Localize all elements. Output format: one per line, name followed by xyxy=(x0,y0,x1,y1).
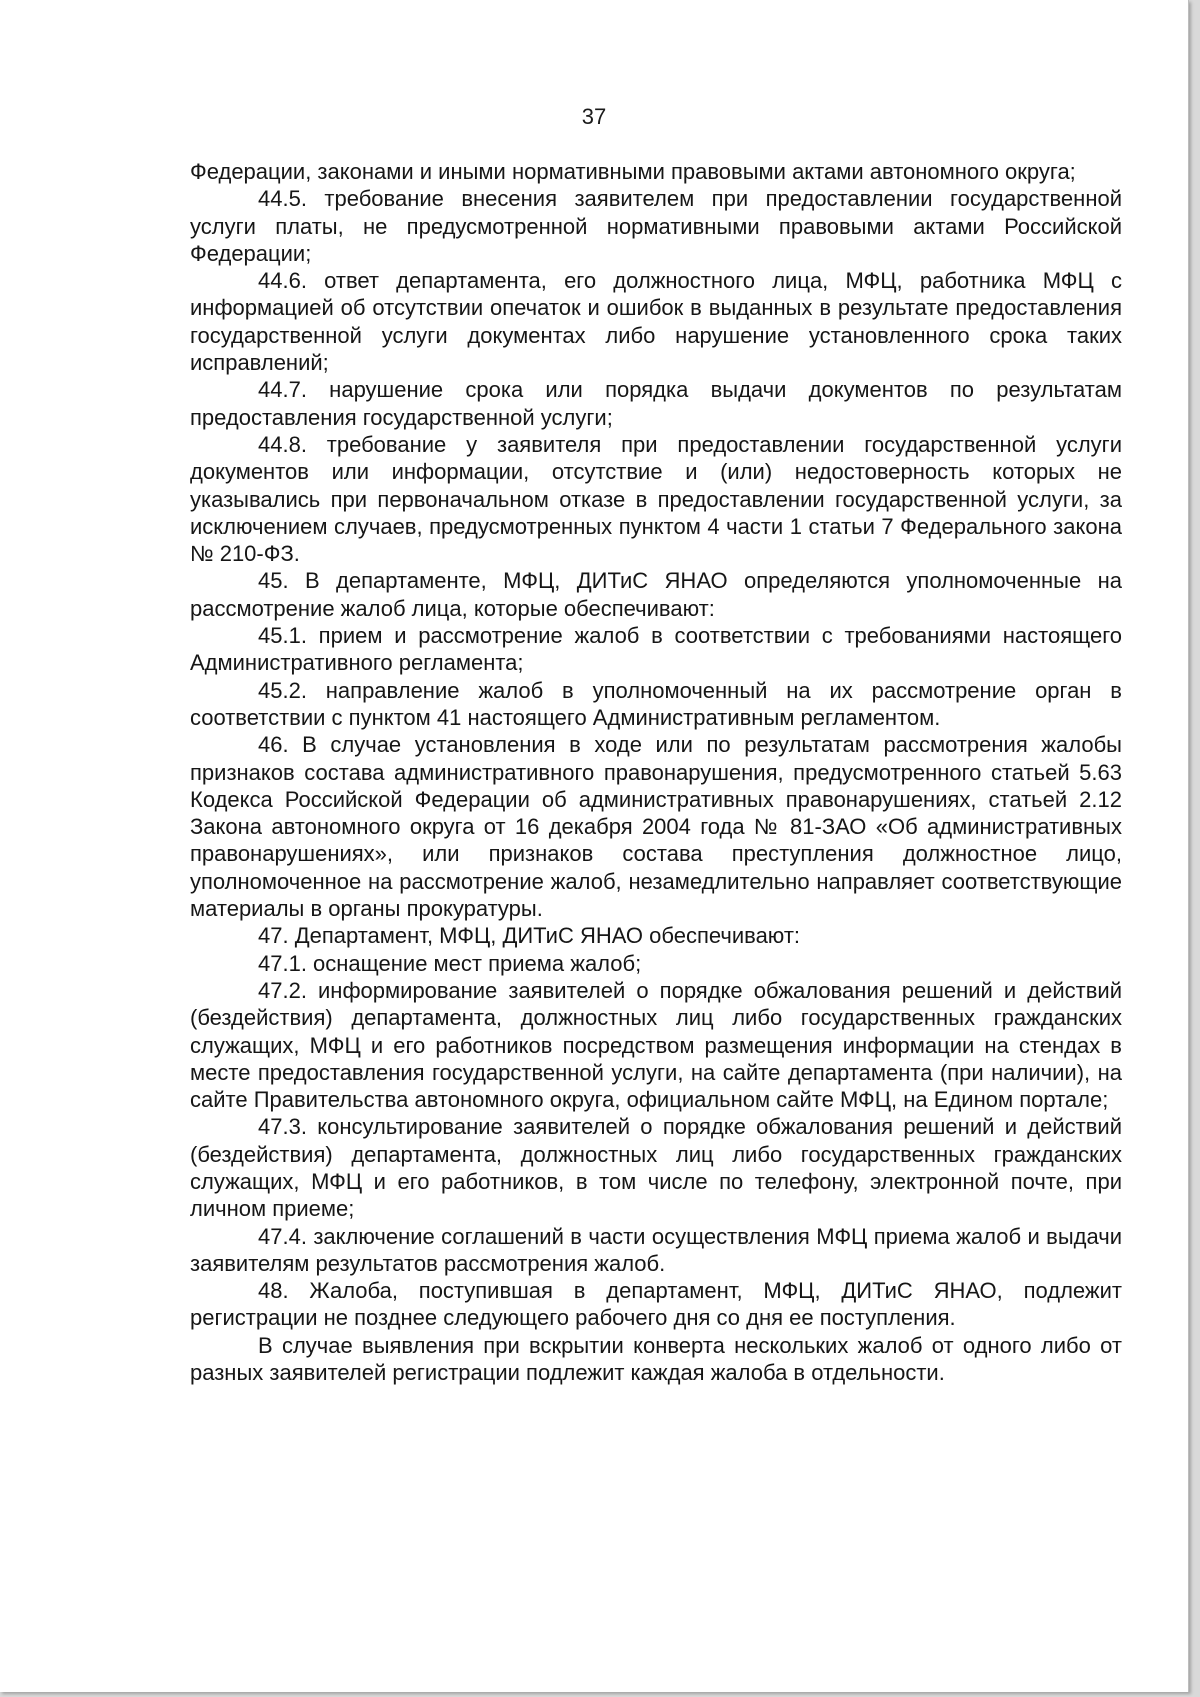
paragraph-44-5: 44.5. требование внесения заявителем при предоставлении государственной услуги платы, не предусмотренной нормативными правовыми актами Российской Федерации; xyxy=(190,186,1122,266)
paragraph-44-8: 44.8. требование у заявителя при предоставлении государственной услуги документов или информации, отсутствие и (или) недостоверность которых не указывались при первоначальном отказе в предоставлении государственной услуги, за исключением случаев, предусмотренных пунктом 4 части 1 статьи 7 Федерального закона № 210-ФЗ. xyxy=(190,431,1122,567)
paragraph-45-1: 45.1. прием и рассмотрение жалоб в соответствии с требованиями настоящего Административного регламента; xyxy=(190,623,1122,676)
document-body xyxy=(190,158,1122,1386)
paragraph-47-2: 47.2. информирование заявителей о порядке обжалования решений и действий (бездействия) департамента, должностных лиц либо государственных гражданских служащих, МФЦ и его работников посредством размещения информации на стендах в месте предоставления государственной услуги, на сайте департамента (при наличии), на сайте Правительства автономного округа, официальном сайте МФЦ, на Едином портале; xyxy=(190,977,1122,1113)
paragraph-45-2: 45.2. направление жалоб в уполномоченный на их рассмотрение орган в соответствии с пунктом 41 настоящего Административным регламентом. xyxy=(190,677,1122,730)
paragraph-47-3: 47.3. консультирование заявителей о порядке обжалования решений и действий (бездействия) департамента, должностных лиц либо государственных гражданских служащих, МФЦ и его работников, в том числе по телефону, электронной почте, при личном приеме; xyxy=(190,1114,1122,1222)
paragraph-48: 48. Жалоба, поступившая в департамент, МФЦ, ДИТиС ЯНАО, подлежит регистрации не позднее следующего рабочего дня со дня ее поступления. xyxy=(190,1278,1122,1331)
paragraph-47-4: 47.4. заключение соглашений в части осуществления МФЦ приема жалоб и выдачи заявителям результатов рассмотрения жалоб. xyxy=(190,1223,1122,1276)
paragraph-44-6: 44.6. ответ департамента, его должностного лица, МФЦ, работника МФЦ с информацией об отсутствии опечаток и ошибок в выданных в результате предоставления государственной услуги документах либо нарушение установленного срока таких исправлений; xyxy=(190,268,1122,376)
paragraph-48-continuation: В случае выявления при вскрытии конверта нескольких жалоб от одного либо от разных заявителей регистрации подлежит каждая жалоба в отдельности. xyxy=(190,1332,1122,1386)
paragraph-45: 45. В департаменте, МФЦ, ДИТиС ЯНАО определяются уполномоченные на рассмотрение жалоб лица, которые обеспечивают: xyxy=(190,568,1122,621)
paragraph-44-4-continuation: Федерации, законами и иными нормативными правовыми актами автономного округа; xyxy=(190,159,1076,184)
paragraph-47: 47. Департамент, МФЦ, ДИТиС ЯНАО обеспечивают: xyxy=(258,923,801,949)
paragraph-47-1: 47.1. оснащение мест приема жалоб; xyxy=(258,950,642,976)
paragraph-44-7: 44.7. нарушение срока или порядка выдачи документов по результатам предоставления государственной услуги; xyxy=(190,377,1122,430)
page-number: 37 xyxy=(581,104,607,129)
paragraph-46: 46. В случае установления в ходе или по результатам рассмотрения жалобы признаков состава административного правонарушения, предусмотренного статьей 5.63 Кодекса Российской Федерации об административных правонарушениях, статьей 2.12 Закона автономного округа от 16 декабря 2004 года № 81-ЗАО «Об административных правонарушениях», или признаков состава преступления должностное лицо, уполномоченное на рассмотрение жалоб, незамедлительно направляет соответствующие материалы в органы прокуратуры. xyxy=(190,732,1122,922)
